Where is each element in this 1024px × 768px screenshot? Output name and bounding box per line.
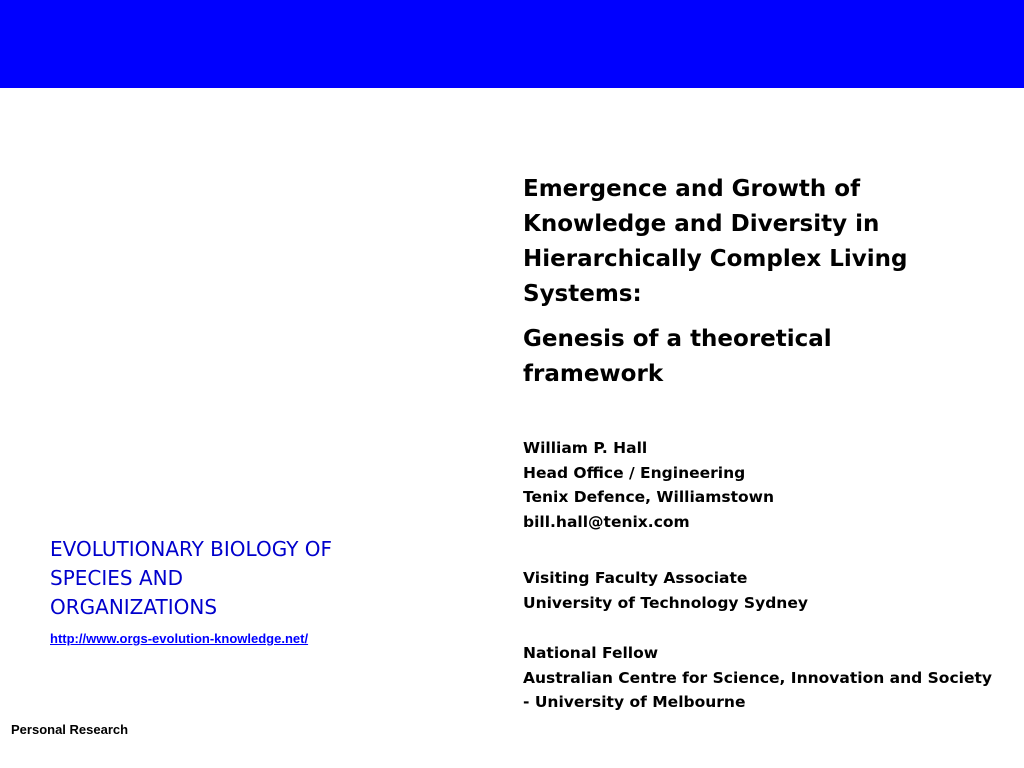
author-info xyxy=(523,436,993,534)
presentation-title xyxy=(523,172,993,312)
fellow-role: National Fellow xyxy=(523,644,659,662)
subtitle-line: framework xyxy=(523,361,664,387)
fellow-institution: Australian Centre for Science, Innovation and Society - University of Melbourne xyxy=(523,668,992,711)
faculty-role: Visiting Faculty Associate xyxy=(523,569,748,587)
presentation-subtitle xyxy=(523,322,993,392)
author-name: William P. Hall xyxy=(523,439,648,457)
title-line: Systems: xyxy=(523,281,642,307)
footer-label: Personal Research xyxy=(11,722,129,737)
program-heading xyxy=(50,535,460,622)
program-heading-line: SPECIES AND xyxy=(50,566,183,590)
author-email: bill.hall@tenix.com xyxy=(523,512,690,531)
author-office: Head Office / Engineering xyxy=(523,463,746,482)
author-company: Tenix Defence, Williamstown xyxy=(523,488,775,506)
faculty-info xyxy=(523,566,993,615)
website-link[interactable]: http://www.orgs-evolution-knowledge.net/ xyxy=(50,631,309,646)
fellow-info xyxy=(523,641,993,715)
subtitle-line: Genesis of a theoretical xyxy=(523,326,832,352)
title-line: Knowledge and Diversity in xyxy=(523,211,880,237)
title-block xyxy=(523,172,993,715)
program-heading-line: ORGANIZATIONS xyxy=(50,595,218,619)
title-line: Emergence and Growth of xyxy=(523,176,861,202)
top-banner xyxy=(0,0,1024,88)
title-line: Hierarchically Complex Living xyxy=(523,246,908,272)
program-heading-line: EVOLUTIONARY BIOLOGY OF xyxy=(50,537,333,561)
faculty-institution: University of Technology Sydney xyxy=(523,593,808,612)
